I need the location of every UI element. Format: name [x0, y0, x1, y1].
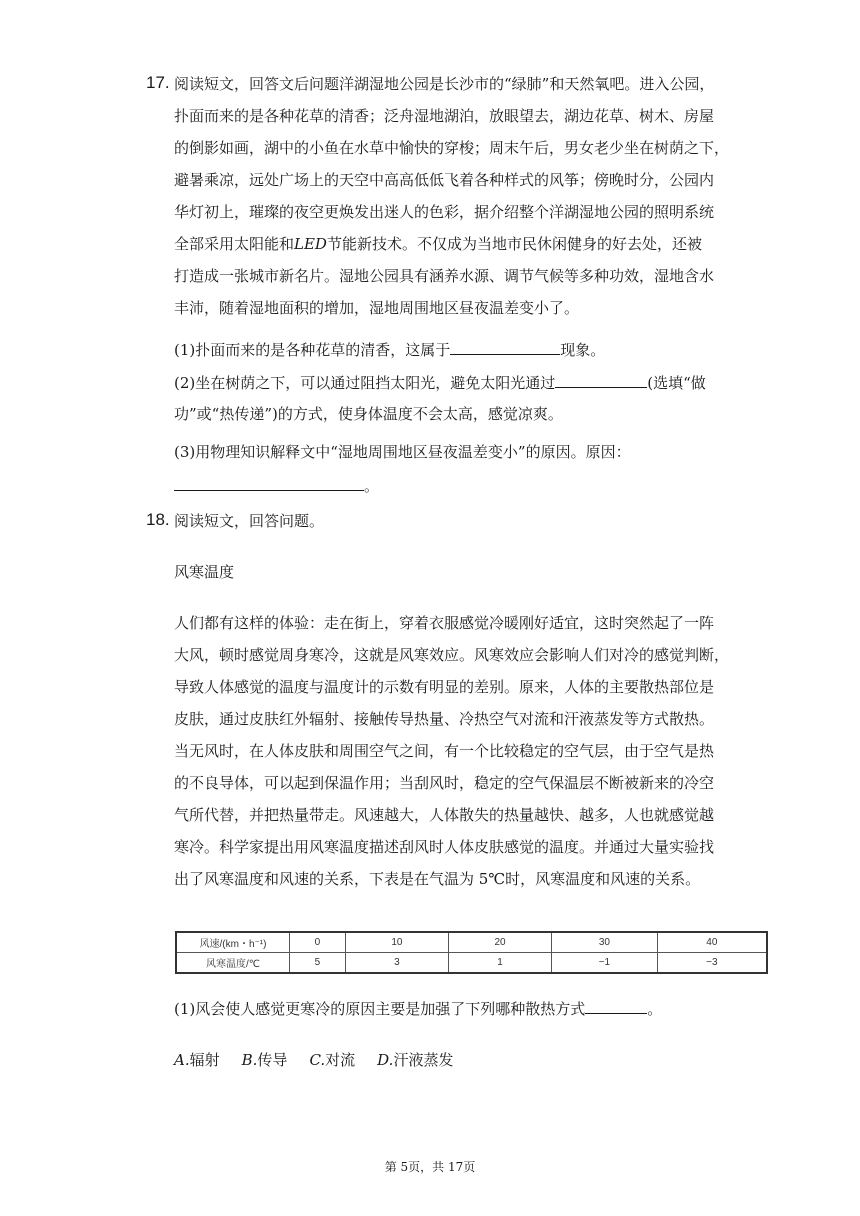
option-text: 辐射	[189, 1051, 220, 1069]
q17-text-line: 的倒影如画，湖中的小鱼在水草中愉快的穿梭；周末午后，男女老少坐在树荫之下，	[174, 139, 730, 157]
option-text: 对流	[325, 1051, 356, 1069]
q17-sub1	[174, 339, 605, 360]
page-footer: 第 5页，共 17页	[384, 1160, 476, 1174]
q17-text-line	[174, 234, 702, 254]
option-d[interactable]	[377, 1051, 453, 1069]
q17-sub3-answer	[174, 475, 379, 496]
table-cell: 40	[657, 932, 767, 953]
option-text: 汗液蒸发	[393, 1051, 454, 1069]
table-cell: 30	[552, 932, 658, 953]
option-b[interactable]	[242, 1051, 288, 1069]
q18-para-line: 人们都有这样的体验：走在街上，穿着衣服感觉冷暖刚好适宜，这时突然起了一阵	[174, 614, 715, 632]
q18-para-line: 气所代替，并把热量带走。风速越大，人体散失的热量越快、越多，人也就感觉越	[174, 806, 715, 824]
table-cell: 10	[345, 932, 448, 953]
q17-text-segment: 全部采用太阳能和	[174, 235, 295, 253]
option-letter: A.	[174, 1051, 190, 1069]
answer-blank-4[interactable]	[585, 998, 647, 1014]
q18-options	[174, 1050, 453, 1070]
option-letter: C.	[309, 1051, 326, 1069]
q17-sub1-text: (1)扑面而来的是各种花草的清香，这属于	[174, 341, 451, 359]
answer-blank-1[interactable]	[450, 339, 560, 355]
q18-article-title: 风寒温度	[174, 563, 235, 581]
table-header-wind-chill: 风寒温度/℃	[176, 953, 290, 974]
q17-text-line: 扑面而来的是各种花草的清香；泛舟湿地湖泊，放眼望去，湖边花草、树木、房屋	[174, 107, 715, 125]
q18-para-line: 导致人体感觉的温度与温度计的示数有明显的差别。原来，人体的主要散热部位是	[174, 678, 715, 696]
q17-sub2-cont: 功”或“热传递”)的方式，使身体温度不会太高，感觉凉爽。	[174, 405, 563, 423]
q18-para-line: 大风，顿时感觉周身寒冷，这就是风寒效应。风寒效应会影响人们对冷的感觉判断，	[174, 646, 730, 664]
q18-sub1-suffix: 。	[647, 1000, 663, 1018]
table-row	[176, 953, 767, 974]
q18-intro: 阅读短文，回答问题。	[174, 512, 325, 530]
table-header-wind-speed: 风速/(km・h⁻¹)	[176, 932, 290, 953]
option-letter: B.	[241, 1051, 258, 1069]
q17-sub2	[174, 372, 706, 393]
q17-sub3: (3)用物理知识解释文中“湿地周围地区昼夜温差变小”的原因。原因：	[174, 443, 631, 461]
answer-blank-3[interactable]	[174, 475, 364, 491]
q18-sub1-text: (1)风会使人感觉更寒冷的原因主要是加强了下列哪种散热方式	[174, 1000, 586, 1018]
table-row	[176, 932, 767, 953]
question-17-number: 17.	[146, 73, 170, 92]
q17-sub3-suffix: 。	[364, 477, 380, 495]
q17-text-line: 华灯初上，璀璨的夜空更焕发出迷人的色彩，据介绍整个洋湖湿地公园的照明系统	[174, 203, 715, 221]
q17-text-line: 避暑乘凉，远处广场上的天空中高高低低飞着各种样式的风筝；傍晚时分，公园内	[174, 171, 715, 189]
q18-para-line: 当无风时，在人体皮肤和周围空气之间，有一个比较稳定的空气层，由于空气是热	[174, 742, 715, 760]
option-letter: D.	[377, 1051, 394, 1069]
q18-para-line: 出了风寒温度和风速的关系，下表是在气温为 5℃时，风寒温度和风速的关系。	[174, 870, 701, 888]
table-cell: 1	[448, 953, 551, 974]
table-cell: −1	[552, 953, 658, 974]
q17-text-line: 丰沛，随着湿地面积的增加，湿地周围地区昼夜温差变小了。	[174, 299, 580, 317]
q17-text-line: 阅读短文，回答文后问题洋湖湿地公园是长沙市的“绿肺”和天然氧吧。进入公园，	[174, 75, 715, 93]
led-term: LED	[294, 235, 327, 253]
table-cell: −3	[657, 953, 767, 974]
option-a[interactable]	[174, 1051, 220, 1069]
q18-para-line: 寒冷。科学家提出用风寒温度描述刮风时人体皮肤感觉的温度。并通过大量实验找	[174, 838, 715, 856]
q17-text-line: 打造成一张城市新名片。湿地公园具有涵养水源、调节气候等多种功效，湿地含水	[174, 267, 715, 285]
q17-text-segment: 节能新技术。不仅成为当地市民休闲健身的好去处，还被	[326, 235, 702, 253]
wind-chill-table	[175, 931, 768, 974]
q17-sub2-text: (2)坐在树荫之下，可以通过阻挡太阳光，避免太阳光通过	[174, 374, 556, 392]
q17-sub1-suffix: 现象。	[560, 341, 606, 359]
option-c[interactable]	[309, 1051, 355, 1069]
q18-para-line: 皮肤，通过皮肤红外辐射、接触传导热量、冷热空气对流和汗液蒸发等方式散热。	[174, 710, 715, 728]
q18-para-line: 的不良导体，可以起到保温作用；当刮风时，稳定的空气保温层不断被新来的冷空	[174, 774, 715, 792]
table-cell: 5	[290, 953, 346, 974]
answer-blank-2[interactable]	[555, 372, 647, 388]
table-cell: 0	[290, 932, 346, 953]
option-text: 传导	[257, 1051, 288, 1069]
q18-sub1	[174, 998, 662, 1019]
table-cell: 20	[448, 932, 551, 953]
table-cell: 3	[345, 953, 448, 974]
q17-sub2-suffix: (选填“做	[647, 374, 706, 392]
question-18-number: 18.	[146, 510, 170, 529]
